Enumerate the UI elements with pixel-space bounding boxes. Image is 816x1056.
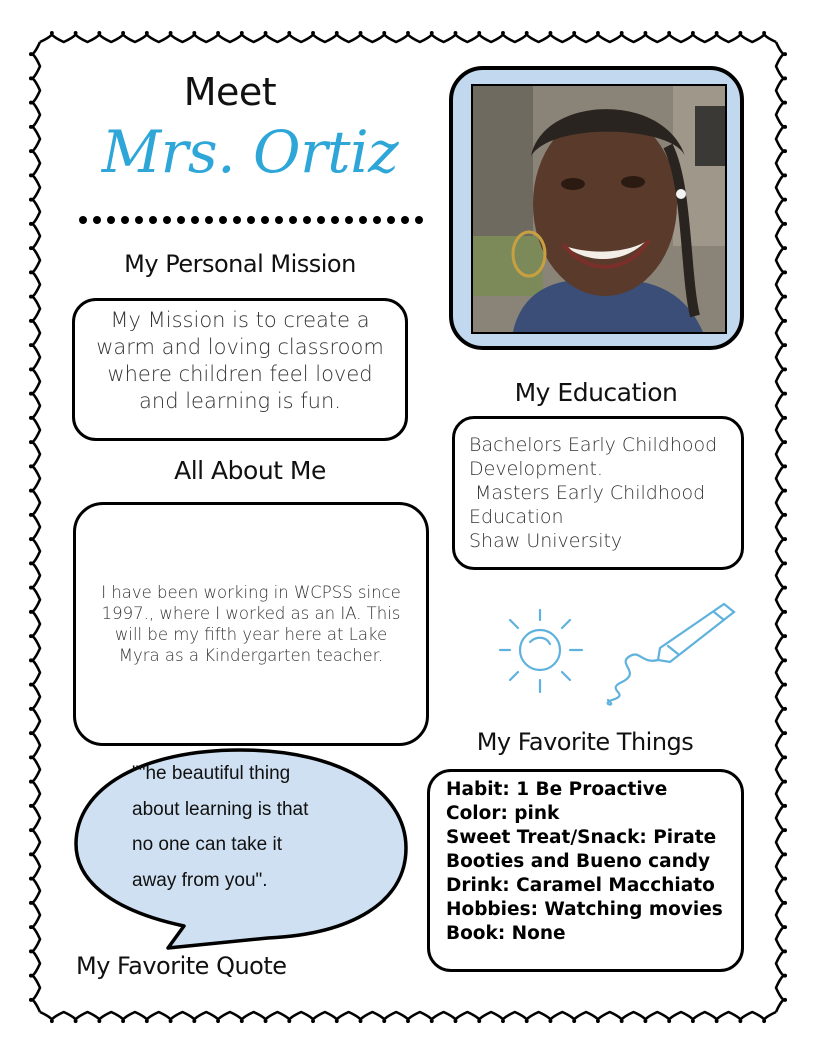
photo-frame <box>449 66 744 350</box>
education-line: Masters Early Childhood <box>469 482 706 504</box>
favorite-item: Drink: Caramel Macchiato <box>446 875 715 896</box>
mission-heading: My Personal Mission <box>124 250 356 278</box>
education-line: Education <box>469 506 564 528</box>
favorites-box <box>427 769 744 972</box>
favorite-item: Sweet Treat/Snack: Pirate <box>446 827 717 848</box>
education-heading: My Education <box>514 378 678 407</box>
about-heading: All About Me <box>174 456 326 485</box>
favorite-item: Habit: 1 Be Proactive <box>446 779 668 800</box>
teacher-portrait-photo <box>471 84 727 334</box>
title-meet: Meet <box>183 70 277 114</box>
favorite-item: Book: None <box>446 923 566 944</box>
education-box <box>452 416 744 570</box>
favorite-item: Color: pink <box>446 803 560 824</box>
favorites-heading: My Favorite Things <box>476 728 694 756</box>
mission-text: My Mission is to create a warm and loving classroom where children feel loved and learning is fun. <box>96 308 384 413</box>
teacher-name-title: Mrs. Ortiz <box>101 118 399 186</box>
quote-line: ""he beautiful thing <box>132 763 291 784</box>
education-line: Bachelors Early Childhood <box>469 434 718 456</box>
quote-text <box>132 756 364 898</box>
education-line: Development. <box>469 458 603 480</box>
quote-line: away from you". <box>132 869 268 891</box>
about-box <box>73 502 429 746</box>
quote-line: no one can take it <box>132 834 282 855</box>
about-text: I have been working in WCPSS since 1997., where I worked as an IA. This will be my fifth year here at Lake Myra as a Kindergarten teacher. <box>101 583 401 665</box>
quote-heading: My Favorite Quote <box>76 952 287 980</box>
favorite-item: Booties and Bueno candy <box>446 851 711 872</box>
education-line: Shaw University <box>469 530 623 552</box>
favorite-item: Hobbies: Watching movies <box>446 899 723 920</box>
sun-and-pencil-doodle-icon <box>492 590 742 715</box>
dotted-divider <box>78 212 424 228</box>
mission-box <box>72 298 408 441</box>
quote-line: about learning is that <box>132 798 309 820</box>
